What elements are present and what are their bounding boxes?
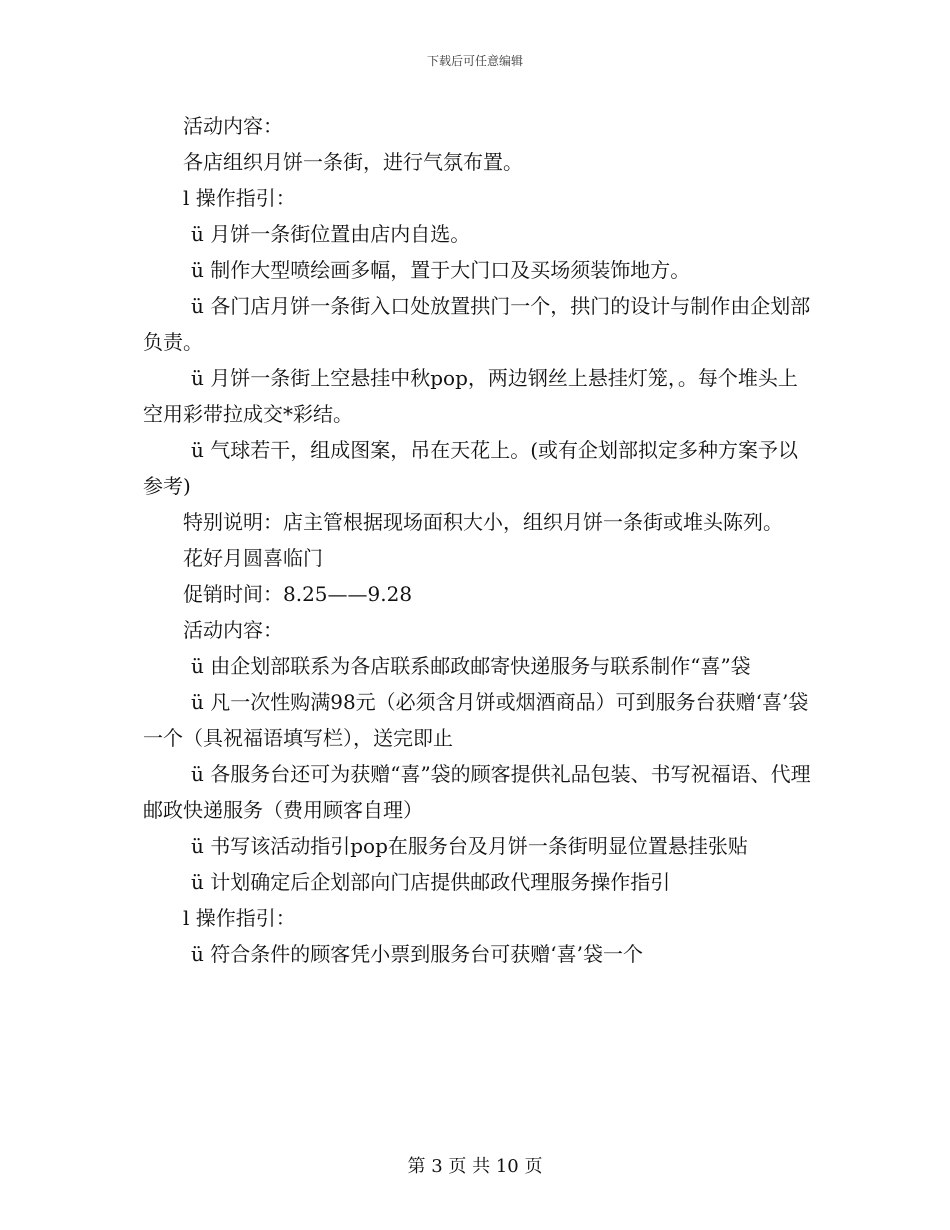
page-header: 下载后可任意编辑 — [426, 54, 523, 68]
bullet-item: ü 各门店月饼一条街入口处放置拱门一个，拱门的设计与制作由企划部负责。 — [143, 294, 811, 354]
bullet-item: ü 月饼一条街上空悬挂中秋pop，两边钢丝上悬挂灯笼，。每个堆头上空用彩带拉成交*彩结。 — [143, 366, 798, 426]
promotion-period: 促销时间：8.25——9.28 — [183, 582, 413, 606]
paragraph-operation-guide: l 操作指引： — [183, 906, 296, 930]
document-body — [143, 108, 813, 972]
section-title: 花好月圆喜临门 — [183, 546, 323, 570]
bullet-item: ü 书写该活动指引pop在服务台及月饼一条街明显位置悬挂张贴 — [191, 834, 748, 858]
paragraph: 各店组织月饼一条街，进行气氛布置。 — [183, 150, 523, 174]
bullet-item: ü 制作大型喷绘画多幅，置于大门口及买场须装饰地方。 — [191, 258, 691, 282]
paragraph-special-note: 特别说明：店主管根据现场面积大小，组织月饼一条街或堆头陈列。 — [183, 510, 783, 534]
bullet-item: ü 计划确定后企划部向门店提供邮政代理服务操作指引 — [191, 870, 671, 894]
bullet-item: ü 凡一次性购满98元（必须含月饼或烟酒商品）可到服务台获赠‘喜’袋一个（具祝福语填写栏），送完即止 — [143, 690, 809, 750]
bullet-item: ü 气球若干，组成图案，吊在天花上。(或有企划部拟定多种方案予以参考) — [143, 438, 799, 498]
paragraph-operation-guide: l 操作指引： — [183, 186, 296, 210]
bullet-item: ü 月饼一条街位置由店内自选。 — [191, 222, 471, 246]
paragraph-activity-content: 活动内容： — [183, 618, 283, 642]
bullet-item: ü 由企划部联系为各店联系邮政邮寄快递服务与联系制作“喜”袋 — [191, 654, 751, 678]
page-footer: 第 3 页 共 10 页 — [407, 1156, 543, 1177]
paragraph-activity-content: 活动内容： — [183, 114, 283, 138]
bullet-item: ü 各服务台还可为获赠“喜”袋的顾客提供礼品包装、书写祝福语、代理邮政快递服务（费用顾客自理） — [143, 762, 811, 822]
bullet-item: ü 符合条件的顾客凭小票到服务台可获赠‘喜’袋一个 — [191, 942, 643, 966]
